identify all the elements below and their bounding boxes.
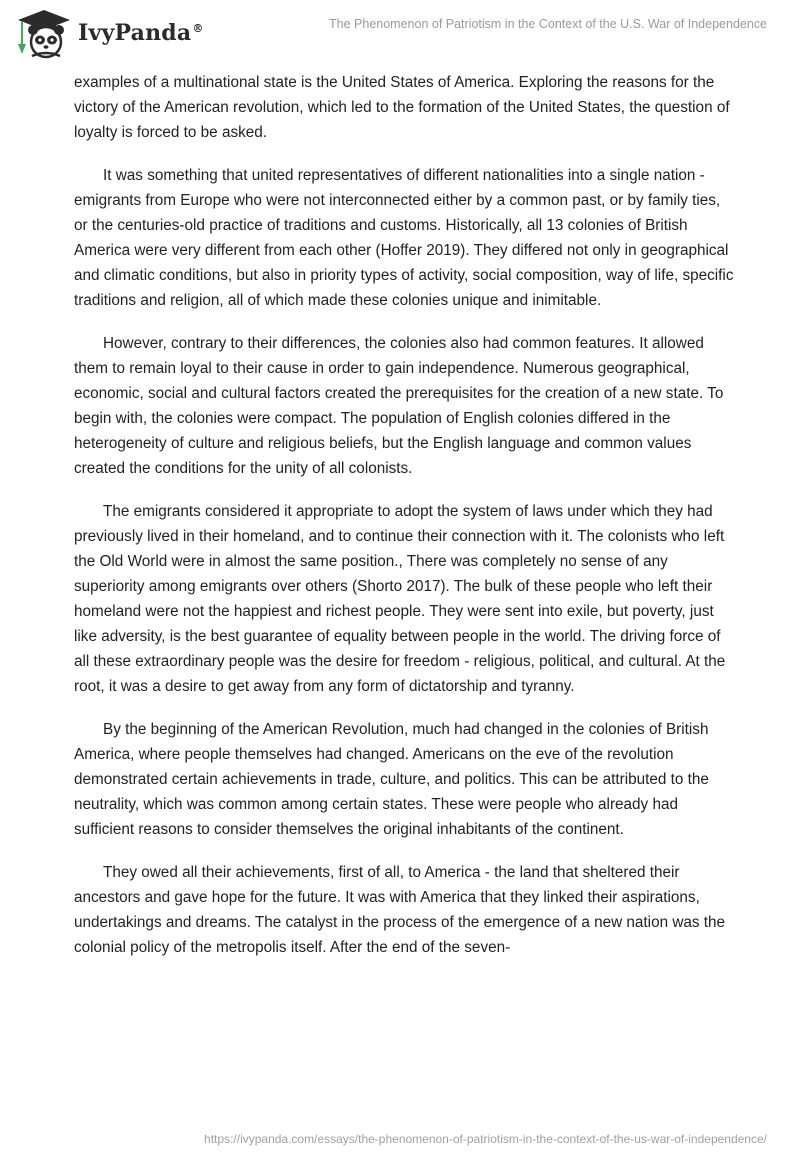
registered-mark: ®	[192, 22, 204, 35]
paragraph: examples of a multinational state is the United States of America. Exploring the reasons for the victory of the American revolution, which led to the formation of the United States, the question of loyalty is forced to be asked.	[74, 74, 730, 141]
essay-body	[74, 70, 734, 978]
panda-logo-icon	[14, 8, 74, 60]
paragraph: The emigrants considered it appropriate to adopt the system of laws under which they had previously lived in their homeland, and to continue their connection with it. The colonists who left the Old World were in almost the same position., There was completely no sense of any superiority among emigrants over others (Shorto 2017). The bulk of these people who left their homeland were not the happiest and richest people. They were sent into exile, but poverty, just like adversity, is the best guarantee of equality between people in the world. The driving force of all these extraordinary people was the desire for freedom - religious, political, and cultural. At the root, it was a desire to get away from any form of dictatorship and tyranny.	[74, 503, 726, 695]
page-header	[0, 0, 800, 70]
paragraph: However, contrary to their differences, the colonies also had common features. It allowed them to remain loyal to their cause in order to gain independence. Numerous geographical, economic, social and cultural factors created the prerequisites for the creation of a new state. To begin with, the colonies were compact. The population of English colonies differed in the heterogeneity of culture and religious beliefs, but the English language and common values created the conditions for the unity of all colonists.	[74, 335, 724, 477]
paragraph: By the beginning of the American Revolution, much had changed in the colonies of British America, where people themselves had changed. Americans on the eve of the revolution demonstrated certain achievements in trade, culture, and politics. This can be attributed to the neutrality, which was common among certain states. These were people who already had sufficient reasons to consider themselves the original inhabitants of the continent.	[74, 721, 709, 838]
brand-name[interactable]	[78, 18, 204, 48]
document-title: The Phenomenon of Patriotism in the Context of the U.S. War of Independence	[329, 17, 767, 31]
source-url-link[interactable]: https://ivypanda.com/essays/the-phenomenon-of-patriotism-in-the-context-of-the-us-war-of-independence/	[204, 1132, 767, 1146]
paragraph: They owed all their achievements, first of all, to America - the land that sheltered their ancestors and gave hope for the future. It was with America that they linked their aspirations, undertakings and dreams. The catalyst in the process of the emergence of a new nation was the colonial policy of the metropolis itself. After the end of the seven-	[74, 864, 726, 956]
brand-name-text: IvyPanda	[78, 20, 192, 46]
paragraph: It was something that united representatives of different nationalities into a single nation - emigrants from Europe who were not interconnected either by a common past, or by family ties, or the centuries-old practice of traditions and customs. Historically, all 13 colonies of British America were very different from each other (Hoffer 2019). They differed not only in geographical and climatic conditions, but also in priority types of activity, social composition, way of life, specific traditions and religion, all of which made these colonies unique and inimitable.	[74, 167, 734, 309]
